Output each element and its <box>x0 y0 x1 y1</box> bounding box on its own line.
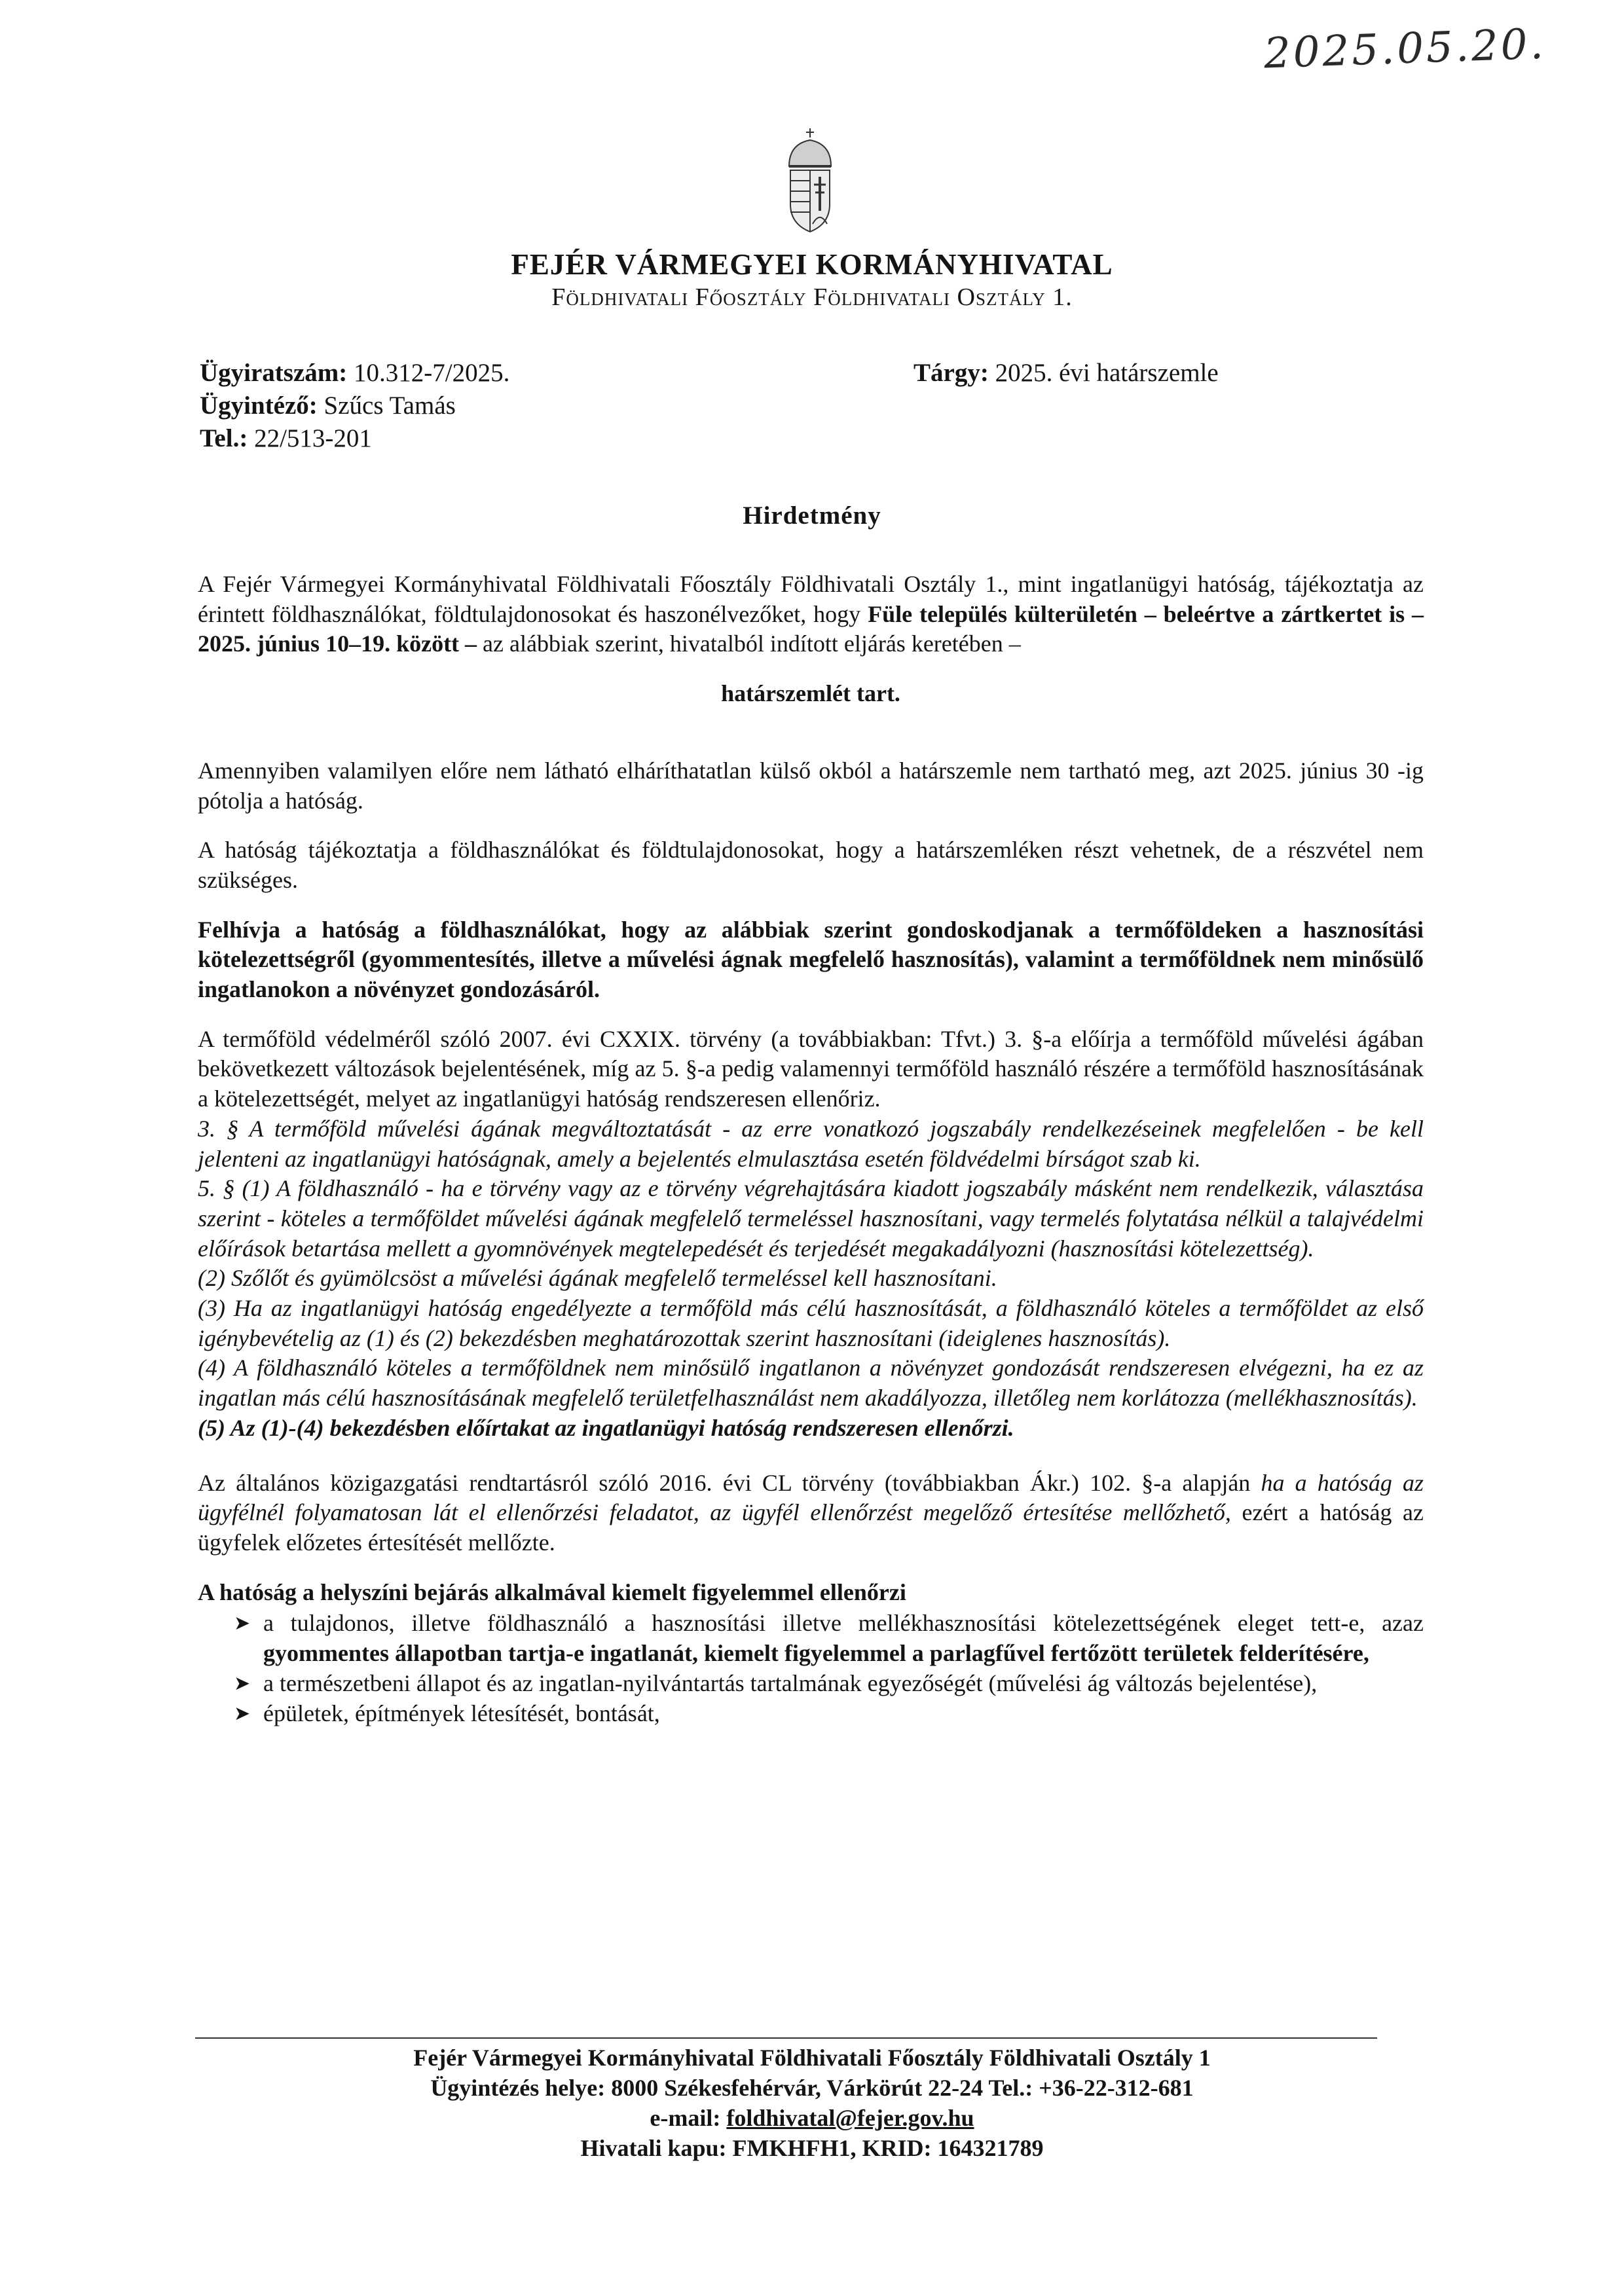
quote-section-5-2: (2) Szőlőt és gyümölcsöst a művelési ágának megfelelő termeléssel kell hasznosítani. <box>198 1265 997 1292</box>
call-paragraph: Felhívja a hatóság a földhasználókat, hogy az alábbiak szerint gondoskodjanak a termőföldeken a hasznosítási kötelezettségről (gyommentesítés, illetve a művelési ágnak megfelelő hasznosítás), valamint a termőföldnek nem minősülő ingatlanokon a növényzet gondozásáról. <box>198 916 1424 1003</box>
participation-paragraph: A hatóság tájékoztatja a földhasználókat és földtulajdonosokat, hogy a határszemléken részt vehetnek, de a részvétel nem szükséges. <box>198 837 1424 893</box>
quote-section-5-3: (3) Ha az ingatlanügyi hatóság engedélyezte a termőföld más célú hasznosítását, a földhasználó köteles a termőföldet az első igénybevételig az (1) és (2) bekezdésben meghatározottak szerint hasznosítani (ideiglenes hasznosítás). <box>198 1295 1424 1351</box>
footer-address: Ügyintézés helye: 8000 Székesfehérvár, Várkörút 22-24 Tel.: +36-22-312-681 <box>430 2075 1194 2101</box>
replacement-paragraph: Amennyiben valamilyen előre nem látható elháríthatatlan külső okból a határszemle nem tartható meg, azt 2025. június 30 -ig pótolja a hatóság. <box>198 757 1424 814</box>
document-title: Hirdetmény <box>743 501 881 530</box>
footer-email-line: e-mail: foldhivatal@fejer.gov.hu <box>650 2105 974 2131</box>
check-item: ➤ a természetbeni állapot és az ingatlan-nyilvántartás tartalmának egyezőségét (művelési ág változás bejelentése), <box>198 1669 1424 1699</box>
quote-section-5-5: (5) Az (1)-(4) bekezdésben előírtakat az ingatlanügyi hatóság rendszeresen ellenőrzi. <box>198 1414 1014 1441</box>
quote-section-5-1: 5. § (1) A földhasználó - ha e törvény vagy az e törvény végrehajtására kiadott jogszabály másként nem rendelkezik, választása szerint - köteles a termőföldet művelési ágának megfelelő termeléssel hasznosítani, vagy termelés folytatása nélkül a talajvédelmi előírások betartása mellett a gyomnövények megtelepedését és terjedését megakadályozni (hasznosítási kötelezettség). <box>198 1175 1424 1262</box>
law-paragraph: A termőföld védelméről szóló 2007. évi CXXIX. törvény (a továbbiakban: Tfvt.) 3. §-a előírja a termőföld művelési ágában bekövetkezett változások bejelentésének, míg az 5. §-a pedig valamennyi termőföld használó részére a termőföld hasznosításának a kötelezettségét, melyet az ingatlanügyi hatóság rendszeresen ellenőriz. <box>198 1025 1424 1112</box>
footer <box>0 2043 1624 2163</box>
quote-section-5-4: (4) A földhasználó köteles a termőföldnek nem minősülő ingatlanon a növényzet gondozását rendszeresen elvégezni, ha ez az ingatlan más célú hasznosításának megfelelő területfelhasználást nem akadályozza, illetőleg nem korlátozza (mellékhasznosítás). <box>198 1355 1424 1412</box>
case-phone: Tel.: 22/513-201 <box>200 424 372 452</box>
case-subject: Tárgy: 2025. évi határszemle <box>913 359 1219 387</box>
arrow-bullet-icon: ➤ <box>234 1612 251 1635</box>
footer-divider <box>195 2037 1377 2039</box>
check-heading: A hatóság a helyszíni bejárás alkalmával kiemelt figyelemmel ellenőrzi <box>198 1578 906 1605</box>
arrow-bullet-icon: ➤ <box>234 1671 251 1695</box>
check-list <box>198 1609 1424 1728</box>
case-number: Ügyiratszám: 10.312-7/2025. <box>200 359 510 387</box>
footer-office: Fejér Vármegyei Kormányhivatal Földhivatali Főosztály Földhivatali Osztály 1 <box>413 2045 1211 2071</box>
footer-gateway: Hivatali kapu: FMKHFH1, KRID: 164321789 <box>580 2135 1044 2161</box>
coat-of-arms-icon <box>776 126 845 237</box>
office-subdivision: Földhivatali Főosztály Földhivatali Osztály 1. <box>551 283 1073 311</box>
case-meta <box>200 357 509 455</box>
check-item: ➤ a tulajdonos, illetve földhasználó a hasznosítási illetve mellékhasznosítási kötelezettségének eleget tett-e, azaz gyommentes állapotban tartja-e ingatlanát, kiemelt figyelemmel a parlagfűvel fertőzött területek felderítésére, <box>234 1610 1424 1667</box>
akr-paragraph: Az általános közigazgatási rendtartásról szóló 2016. évi CL törvény (továbbiakban Ákr.) 102. §-a alapján ha a hatóság az ügyfélnél folyamatosan lát el ellenőrzési feladatot, az ügyfél ellenőrzést megelőző értesítése mellőzhető, ezért a hatóság az ügyfelek előzetes értesítését mellőzte. <box>198 1469 1424 1556</box>
handwritten-date: 2025.05.20. <box>1263 20 1547 79</box>
check-item: ➤ épületek, építmények létesítését, bontását, <box>198 1699 1424 1729</box>
document-body <box>198 570 1424 1728</box>
arrow-bullet-icon: ➤ <box>234 1702 251 1725</box>
office-name: FEJÉR VÁRMEGYEI KORMÁNYHIVATAL <box>511 248 1113 281</box>
email-link[interactable]: foldhivatal@fejer.gov.hu <box>726 2105 974 2131</box>
announcement: határszemlét tart. <box>721 680 900 707</box>
quote-section-3: 3. § A termőföld művelési ágának megváltoztatását - az erre vonatkozó jogszabály rendelkezéseinek megfelelően - be kell jelenteni az ingatlanügyi hatóságnak, amely a bejelentés elmulasztása esetén földvédelmi bírságot szab ki. <box>198 1115 1424 1172</box>
case-officer: Ügyintéző: Szűcs Tamás <box>200 392 456 420</box>
intro-paragraph: A Fejér Vármegyei Kormányhivatal Földhivatali Főosztály Földhivatali Osztály 1., mint ingatlanügyi hatóság, tájékoztatja az érintett földhasználókat, földtulajdonosokat és haszonélvezőket, hogy Füle település külterületén – beleértve a zártkertet is – 2025. június 10–19. között – az alábbiak szerint, hivatalból indított eljárás keretében – <box>198 571 1424 657</box>
